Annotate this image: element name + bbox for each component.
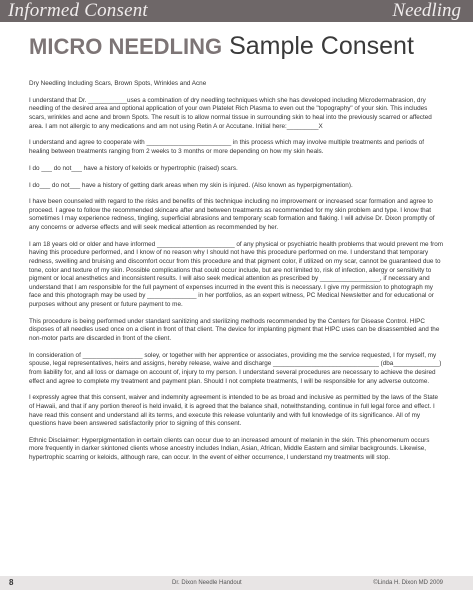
footer-copyright: ©Linda H. Dixon MD 2009 (373, 580, 443, 586)
paragraph-subtitle: Dry Needling Including Scars, Brown Spots, Wrinkles and Acne (29, 80, 207, 87)
header-left-title: Informed Consent (8, 0, 148, 21)
paragraph-age: I am 18 years old or older and have informed ______________________ of any physical or psychiatric health problems that would prevent me from having this procedure performed, and I know of no reason why I should not have this procedure performed on me. I understand that temporary redness, swelling and bruising and discomfort occur from this procedure and that pigment color, if utilized on my scar, cannot be guaranteed due to tone, color and texture of my skin. Possible complications that could occur include, but are not limited to, risk of infection, allergy or sensitivity to pigment or local anesthetics and inconsistent results. I will also seek medical attention as prescribed by _________________, if necessary and understand that I am responsible for the full payment of expenses incurred in the event this is necessary. I give my permission to photograph my face and this photograph may be used by ______________ in her portfolios, as an expert witness, PC Medical Newsletter and for educational or purposes without any present or future payment to me. (29, 240, 444, 308)
footer (0, 576, 473, 590)
page-title-bold: MICRO NEEDLING (29, 34, 223, 59)
paragraph-keloids: I do ___ do not___ have a history of keloids or hypertrophic (raised) scars. (29, 164, 238, 172)
paragraph-understand: I understand that Dr. ___________uses a combination of dry needling techniques which she has developed including Microdermabrasion, dry needling of the desired area and optional application of your own Platelet Rich Plasma to even out the "topography" of your skin. This includes scars, wrinkles and acne and brown Spots. The result is to allow normal tissue in surrounding skin to heal into the previously scarred or affected area. I am not allergic to any medications and am not using Retin A or Accutane. Initial here:_________X (29, 96, 432, 130)
page-title (29, 31, 414, 65)
paragraph-release: In consideration of _________________ soley, or together with her apprentice or associates, providing me the service requested, I for myself, my spouse, legal representatives, heirs and assigns, hereby release, waive and discharge ______________________________ (dba_____________) from liability for, and all loss or damage on account of, injury to my person. I understand several procedures are necessary to achieve the desired effect and agree to complete my treatment and payment plan. Should I not complete treatments, I will be responsible for any adverse outcome. (29, 351, 442, 385)
page-title-light: Sample Consent (222, 32, 414, 60)
paragraph-hyperpigmentation: I do___ do not___ have a history of getting dark areas when my skin is injured. (Also known as hyperpigmentation). (29, 181, 353, 189)
consent-body (29, 80, 445, 471)
page-number: 8 (9, 578, 14, 587)
paragraph-agreement: I expressly agree that this consent, waiver and indemnity agreement is intended to be as broad and inclusive as permitted by the laws of the State of Hawaii, and that if any portion thereof is held invalid, it is agreed that the balance shall, notwithstanding, continue in full legal force and effect. I have read this consent and understand all its terms, and execute this release voluntarily and with full knowledge of its significance. All of my questions have been answered satisfactorily prior to signing of this consent. (29, 394, 439, 428)
paragraph-counseled: I have been counseled with regard to the risks and benefits of this technique including no improvement or increased scar formation and agree to proceed. I agree to follow the recommended skincare after and between treatments as recommended for my skin problem and type. I know that sometimes I may experience redness, tingling, superficial abrasions and temporary scab formation and flaking. I will advise Dr. Dixon promptly of any concerns or adverse effects and will seek medical attention as recommended by her. (29, 198, 435, 232)
paragraph-ethnic-disclaimer: Ethnic Disclaimer: Hyperpigmentation in certain clients can occur due to an increased amount of melanin in the skin. This phenomenum occurs more frequently in darker skintoned clients whose ancestry includes Indian, Asian, African, Middle Eastern and similar backgrounds. Likewise, hypertrophic scarring or keloids, although rare, can occur. In the event of either occurrence, I understand my treatments will stop. (29, 436, 430, 462)
footer-handout-title: Dr. Dixon Needle Handout (172, 580, 242, 586)
header-banner (0, 0, 473, 22)
header-right-title: Needling (392, 0, 461, 21)
paragraph-cooperate: I understand and agree to cooperate with ________________________ in this process which may involve multiple treatments and periods of healing between treatments ranging from 2 weeks to 3 months or more depending on how my skin heals. (29, 139, 424, 155)
paragraph-sanitizing: This procedure is being performed under standard sanitizing and sterilizing methods recommended by the Centers for Disease Control. HIPC disposes of all needles used once on a client in front of that client. The device for implanting pigment that HIPC uses can be disassembled and the non-motor parts are discarded in front of the client. (29, 317, 440, 342)
